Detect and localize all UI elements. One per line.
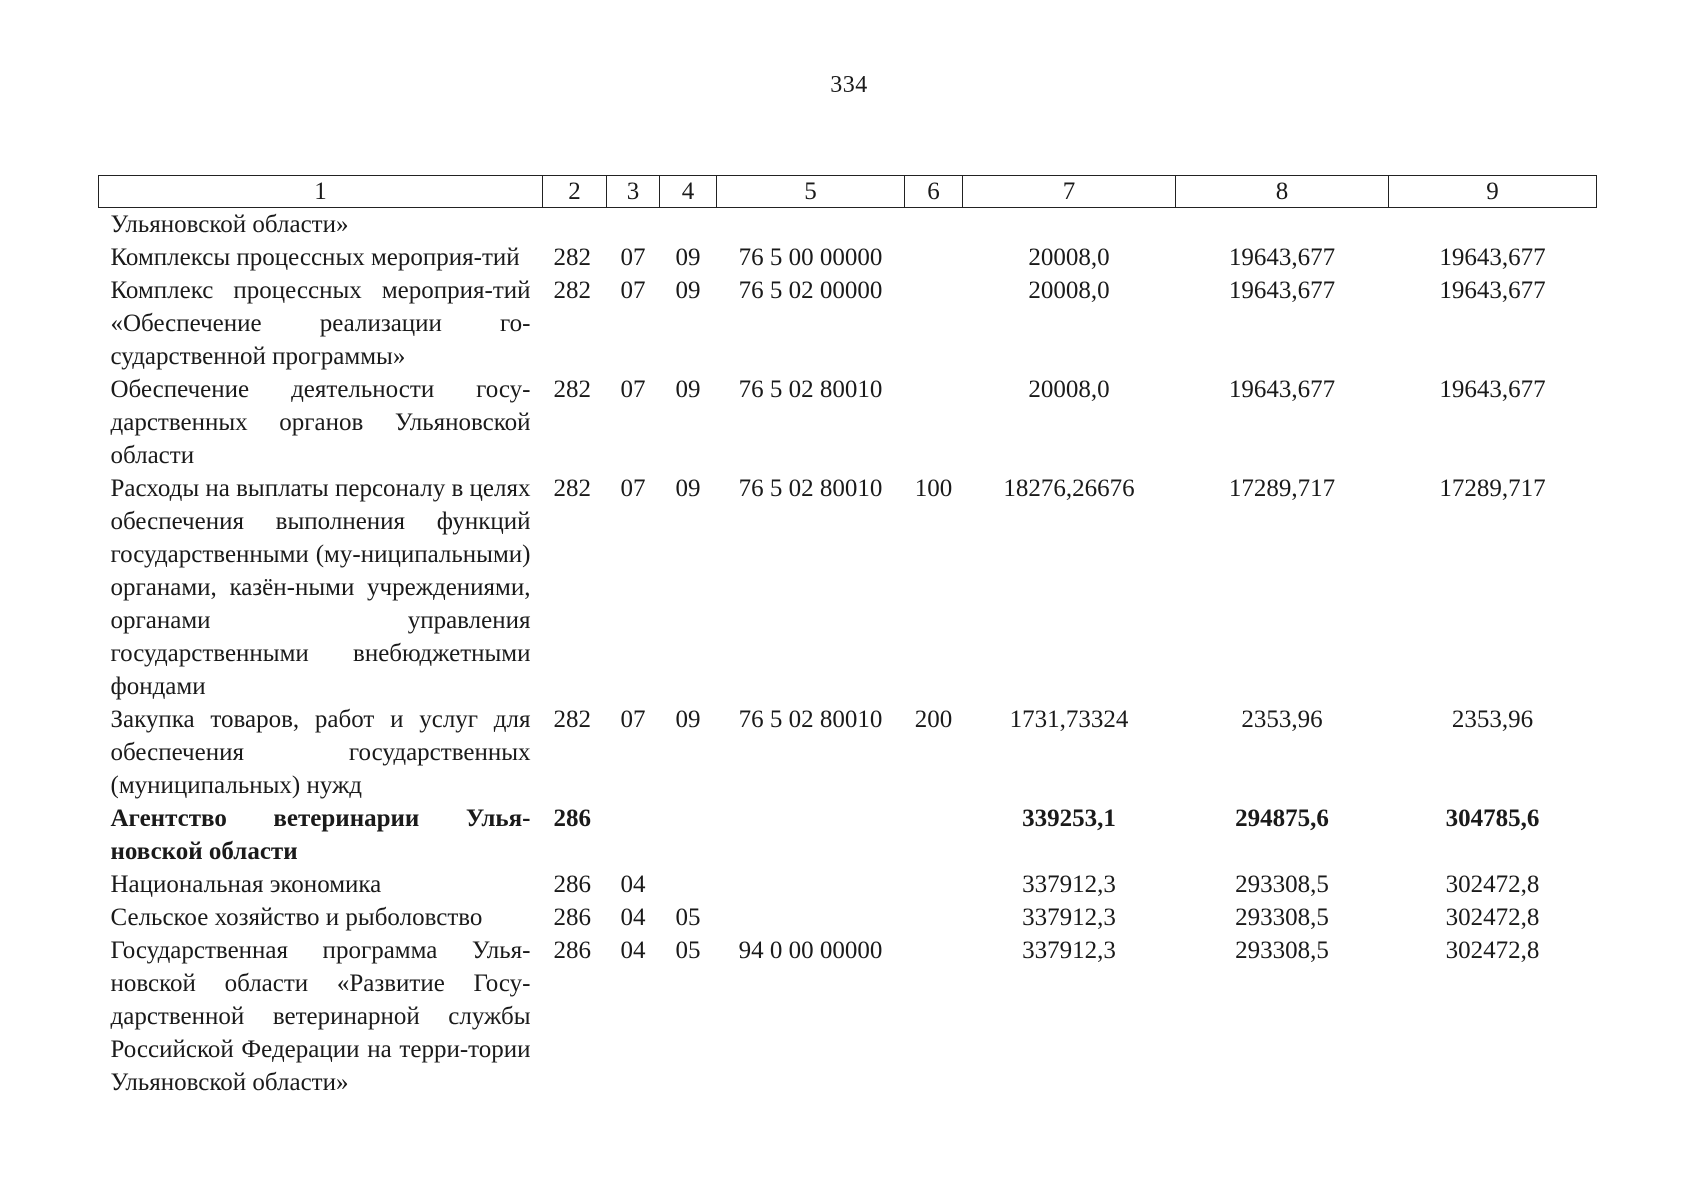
row-value-9-cell: 19643,677 [1439,244,1546,271]
table-row [99,802,1597,868]
row-value-7-cell: 1731,73324 [1009,706,1129,733]
page-number: 334 [830,72,868,98]
row-code-2-cell: 282 [553,475,591,502]
row-name-cell: Комплексы процессных мероприя-тий [110,244,520,271]
row-value-7-cell: 20008,0 [1028,277,1110,304]
row-code-5-cell [717,868,905,901]
table-body [99,208,1597,1100]
row-value-8-cell: 2353,96 [1241,706,1323,733]
row-code-4-cell: 09 [675,706,701,733]
table-row [99,472,1597,703]
row-code-6-cell [905,934,963,1099]
row-value-8-cell: 294875,6 [1235,805,1329,832]
row-value-9-cell: 2353,96 [1451,706,1534,733]
row-code-3-cell: 07 [620,376,646,403]
row-value-8-cell: 17289,717 [1228,475,1336,502]
row-name-cell: Ульяновской области» [110,211,349,238]
row-value-8-cell [1176,208,1389,242]
row-value-7-cell: 18276,26676 [1003,475,1135,502]
row-name-cell: Агентство ветеринарии Улья-новской области [110,805,531,865]
row-code-4-cell [660,802,717,868]
header-cell-3: 3 [607,176,660,208]
row-value-9-cell [1389,208,1597,242]
row-name-cell: Комплекс процессных мероприя-тий «Обеспечение реализации го-сударственной программы» [110,277,531,370]
row-code-5-cell [717,901,905,934]
table-row [99,703,1597,802]
row-value-8-cell: 19643,677 [1228,277,1336,304]
row-value-9-cell: 17289,717 [1439,475,1546,502]
header-cell-9: 9 [1389,176,1597,208]
row-code-6-cell [905,901,963,934]
row-value-7-cell: 337912,3 [1022,871,1116,898]
row-value-9-cell: 304785,6 [1445,805,1540,832]
row-code-4-cell: 05 [675,904,701,931]
row-name-cell: Государственная программа Улья-новской области «Развитие Госу-дарственной ветеринарной службы Российской Федерации на терри-тории Ульяновской области» [110,937,531,1096]
row-name-cell: Сельское хозяйство и рыболовство [110,904,483,931]
table-row [99,274,1597,373]
header-cell-6: 6 [905,176,963,208]
row-value-8-cell: 293308,5 [1235,904,1329,931]
row-code-4-cell: 09 [675,475,701,502]
row-value-9-cell: 302472,8 [1445,904,1540,931]
header-cell-7: 7 [963,176,1176,208]
row-value-9-cell: 19643,677 [1439,376,1546,403]
row-code-4-cell [660,868,717,901]
row-code-2-cell: 282 [553,706,591,733]
row-value-8-cell: 293308,5 [1235,937,1329,964]
row-code-2-cell: 286 [553,904,591,931]
row-name-cell: Закупка товаров, работ и услуг для обеспечения государственных (муниципальных) нужд [110,706,531,799]
row-value-9-cell: 302472,8 [1445,871,1540,898]
row-code-2-cell: 286 [553,871,591,898]
row-code-2-cell: 282 [553,376,591,403]
header-row [99,176,1597,208]
header-cell-2: 2 [543,176,607,208]
budget-table [98,175,1597,1099]
row-value-7-cell: 337912,3 [1022,904,1116,931]
row-code-4-cell: 09 [675,244,701,271]
row-code-6-cell [905,208,963,242]
row-code-6-cell: 100 [914,475,953,502]
row-code-6-cell [905,241,963,274]
row-code-2-cell: 282 [553,244,591,271]
row-code-2-cell: 286 [553,805,591,832]
row-value-7-cell [963,208,1176,242]
row-code-4-cell: 09 [675,376,701,403]
row-name-cell: Расходы на выплаты персоналу в целях обеспечения выполнения функций государственными (му-ниципальными) органами, казён-ными учреждениями, органами управления государственными внебюджетными фондами [110,475,531,700]
row-code-5-cell: 76 5 02 80010 [738,475,883,502]
row-code-5-cell [717,802,905,868]
row-code-2-cell [543,208,607,242]
row-code-5-cell: 94 0 00 00000 [738,937,883,964]
row-value-7-cell: 339253,1 [1022,805,1116,832]
header-cell-5: 5 [717,176,905,208]
budget-table-container [98,175,1596,1099]
row-code-5-cell: 76 5 00 00000 [738,244,883,271]
table-row [99,241,1597,274]
row-code-3-cell: 04 [620,871,646,898]
row-value-7-cell: 20008,0 [1028,376,1110,403]
row-code-4-cell: 05 [675,937,701,964]
table-row [99,868,1597,901]
row-code-5-cell: 76 5 02 80010 [738,376,883,403]
row-code-3-cell: 07 [620,277,646,304]
row-code-3-cell [607,208,660,242]
table-row [99,934,1597,1099]
header-cell-4: 4 [660,176,717,208]
row-code-5-cell: 76 5 02 80010 [738,706,883,733]
row-code-4-cell: 09 [675,277,701,304]
row-code-2-cell: 282 [553,277,591,304]
table-row [99,901,1597,934]
table-row [99,208,1597,242]
header-cell-8: 8 [1176,176,1389,208]
row-code-3-cell [607,802,660,868]
row-code-3-cell: 07 [620,706,646,733]
row-value-7-cell: 337912,3 [1022,937,1116,964]
row-code-2-cell: 286 [553,937,591,964]
row-value-8-cell: 19643,677 [1228,376,1336,403]
row-value-9-cell: 19643,677 [1439,277,1546,304]
row-name-cell: Национальная экономика [110,871,382,898]
row-value-9-cell: 302472,8 [1445,937,1540,964]
row-code-6-cell [905,802,963,868]
row-code-4-cell [660,208,717,242]
row-value-8-cell: 19643,677 [1228,244,1336,271]
table-row [99,373,1597,472]
row-code-5-cell: 76 5 02 00000 [738,277,883,304]
row-value-8-cell: 293308,5 [1235,871,1329,898]
row-code-5-cell [717,208,905,242]
row-code-6-cell [905,868,963,901]
row-value-7-cell: 20008,0 [1028,244,1110,271]
row-code-3-cell: 04 [620,937,646,964]
row-code-6-cell: 200 [914,706,953,733]
header-cell-1: 1 [99,176,543,208]
row-code-6-cell [905,373,963,472]
table-header [99,176,1597,208]
row-name-cell: Обеспечение деятельности госу-дарственных органов Ульяновской области [110,376,531,469]
row-code-3-cell: 07 [620,475,646,502]
row-code-3-cell: 07 [620,244,646,271]
row-code-6-cell [905,274,963,373]
row-code-3-cell: 04 [620,904,646,931]
